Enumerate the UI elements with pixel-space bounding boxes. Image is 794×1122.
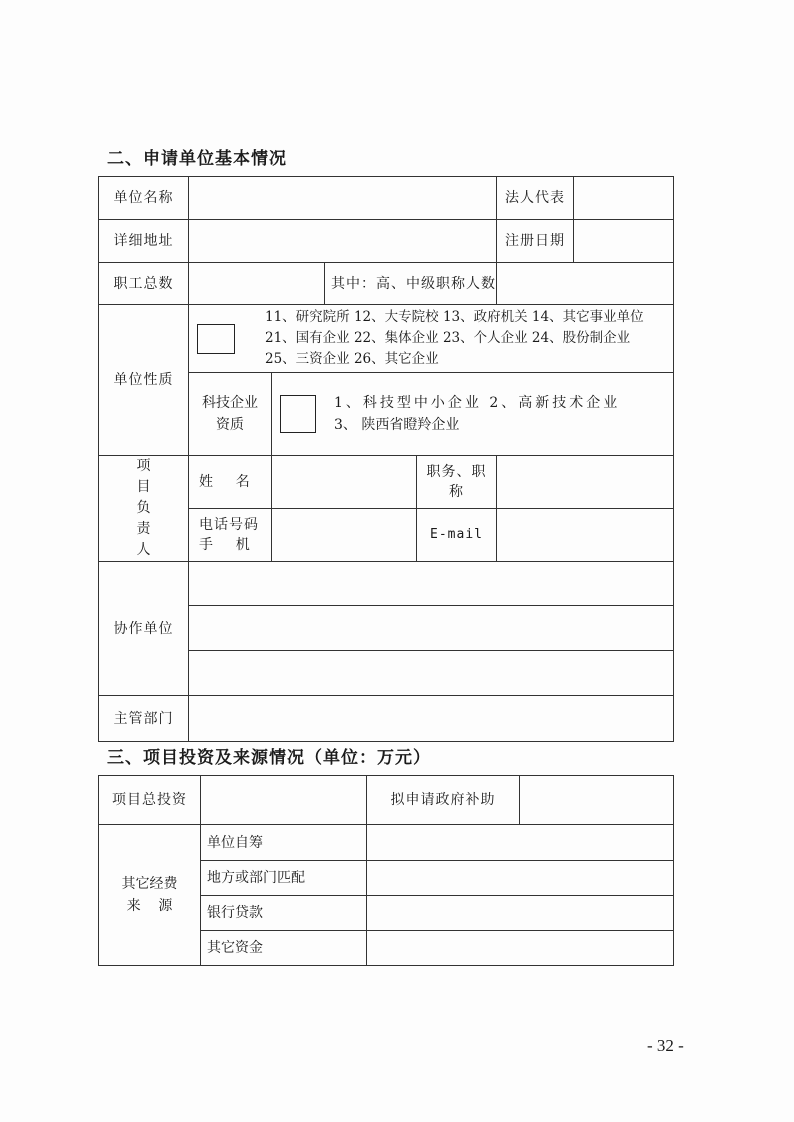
tech-qual-label: 科技企业 资质 (189, 373, 272, 456)
fund-source-field[interactable] (367, 861, 674, 896)
unit-info-table (98, 176, 674, 742)
nature-option-line: 21、国有企业 22、集体企业 23、个人企业 24、股份制企业 (265, 330, 631, 346)
senior-staff-field[interactable] (497, 263, 674, 305)
leader-title-label: 职务、职称 (417, 456, 497, 509)
fund-source-label: 银行贷款 (201, 896, 367, 931)
staff-total-label: 职工总数 (99, 263, 189, 305)
reg-date-field[interactable] (574, 220, 674, 263)
fund-source-label: 单位自筹 (201, 825, 367, 861)
unit-name-label: 单位名称 (99, 177, 189, 220)
gov-subsidy-label: 拟申请政府补助 (367, 776, 520, 825)
unit-nature-checkbox[interactable] (197, 324, 235, 354)
supervisor-label: 主管部门 (99, 696, 189, 742)
email-label: E-mail (417, 509, 497, 562)
fund-source-label: 地方或部门匹配 (201, 861, 367, 896)
section3-heading: 三、项目投资及来源情况（单位：万元） (107, 748, 431, 768)
tech-option-line: 1、科技型中小企业 2、高新技术企业 (334, 395, 621, 411)
coop-unit-label: 协作单位 (99, 562, 189, 696)
coop-unit-field-2[interactable] (189, 606, 674, 651)
tech-qual-cell (272, 373, 674, 456)
phone-field[interactable] (272, 509, 417, 562)
fund-source-field[interactable] (367, 931, 674, 966)
leader-name-label: 姓 名 (189, 456, 272, 509)
unit-name-field[interactable] (189, 177, 497, 220)
phone-label: 电话号码 手 机 (189, 509, 272, 562)
fund-source-field[interactable] (367, 896, 674, 931)
email-field[interactable] (497, 509, 674, 562)
legal-rep-label: 法人代表 (497, 177, 574, 220)
tech-qual-checkbox[interactable] (280, 395, 316, 433)
total-invest-label: 项目总投资 (99, 776, 201, 825)
address-field[interactable] (189, 220, 497, 263)
other-funds-label: 其它经费 来 源 (99, 825, 201, 966)
project-leader-label: 项 目 负 责 人 (99, 456, 189, 562)
nature-option-line: 11、研究院所 12、大专院校 13、政府机关 14、其它事业单位 (265, 309, 644, 325)
coop-unit-field-3[interactable] (189, 651, 674, 696)
reg-date-label: 注册日期 (497, 220, 574, 263)
senior-staff-label: 其中：高、中级职称人数 (325, 263, 497, 305)
fund-source-label: 其它资金 (201, 931, 367, 966)
fund-source-field[interactable] (367, 825, 674, 861)
supervisor-field[interactable] (189, 696, 674, 742)
section2-heading: 二、申请单位基本情况 (107, 149, 287, 169)
nature-option-line: 25、三资企业 26、其它企业 (265, 351, 439, 367)
address-label: 详细地址 (99, 220, 189, 263)
unit-nature-options (265, 307, 644, 370)
tech-option-line: 3、 陕西省瞪羚企业 (334, 417, 460, 433)
page-number: - 32 - (647, 1036, 684, 1055)
total-invest-field[interactable] (201, 776, 367, 825)
investment-table (98, 775, 674, 966)
legal-rep-field[interactable] (574, 177, 674, 220)
unit-nature-cell (189, 305, 674, 373)
unit-nature-label: 单位性质 (99, 305, 189, 456)
tech-qual-options (334, 392, 620, 436)
coop-unit-field-1[interactable] (189, 562, 674, 606)
leader-title-field[interactable] (497, 456, 674, 509)
staff-total-field[interactable] (189, 263, 325, 305)
gov-subsidy-field[interactable] (520, 776, 674, 825)
leader-name-field[interactable] (272, 456, 417, 509)
